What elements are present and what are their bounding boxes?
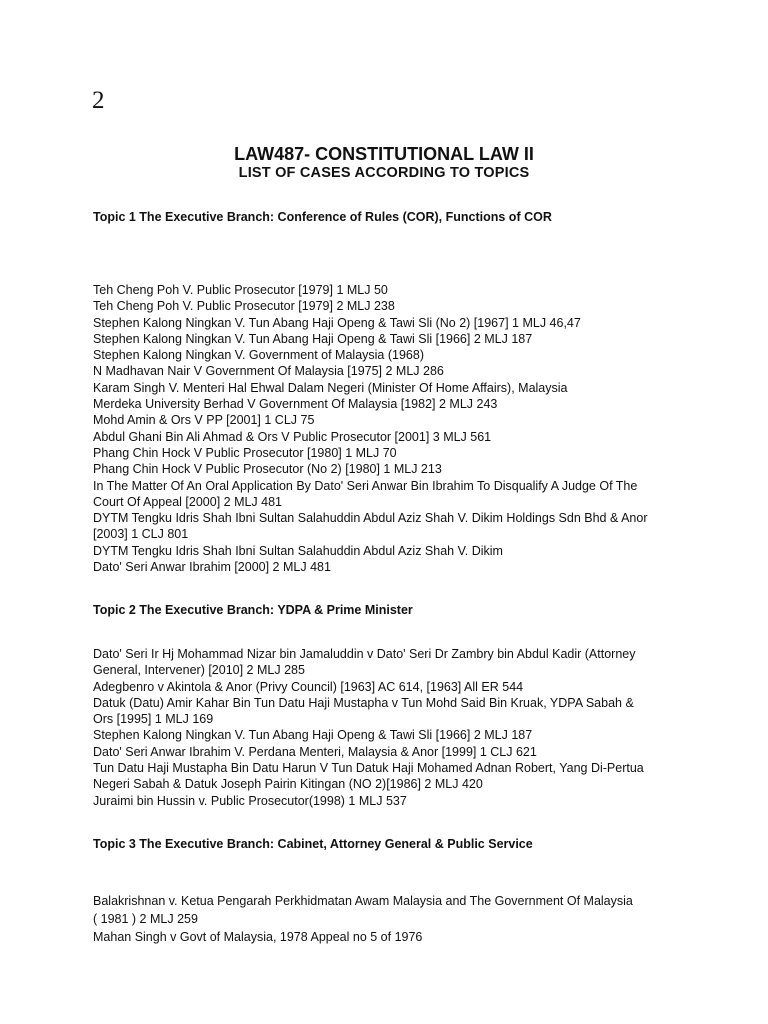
case-entry: [2003] 1 CLJ 801 — [93, 527, 189, 542]
case-list — [93, 646, 683, 809]
topic-heading: Topic 2 The Executive Branch: YDPA & Prime Minister — [93, 603, 413, 617]
case-entry: Stephen Kalong Ningkan V. Government of Malaysia (1968) — [93, 348, 424, 363]
case-entry: Karam Singh V. Menteri Hal Ehwal Dalam Negeri (Minister Of Home Affairs), Malaysia — [93, 380, 568, 395]
case-entry: General, Intervener) [2010] 2 MLJ 285 — [93, 663, 305, 678]
case-list — [93, 282, 683, 575]
case-entry: Datuk (Datu) Amir Kahar Bin Tun Datu Haji Mustapha v Tun Mohd Said Bin Kruak, YDPA Sabah & — [93, 695, 634, 710]
case-entry: DYTM Tengku Idris Shah Ibni Sultan Salahuddin Abdul Aziz Shah V. Dikim Holdings Sdn Bhd & Anor — [93, 511, 648, 526]
case-entry: Juraimi bin Hussin v. Public Prosecutor(1998) 1 MLJ 537 — [93, 793, 407, 808]
case-entry: Abdul Ghani Bin Ali Ahmad & Ors V Public Prosecutor [2001] 3 MLJ 561 — [93, 429, 492, 444]
page-number: 2 — [92, 87, 105, 114]
case-entry: Stephen Kalong Ningkan V. Tun Abang Haji Openg & Tawi Sli (No 2) [1967] 1 MLJ 46,47 — [93, 315, 581, 330]
case-entry: Court Of Appeal [2000] 2 MLJ 481 — [93, 494, 283, 509]
topic-heading: Topic 1 The Executive Branch: Conference of Rules (COR), Functions of COR — [93, 210, 552, 224]
case-entry: Phang Chin Hock V Public Prosecutor [1980] 1 MLJ 70 — [93, 445, 397, 460]
case-entry: Merdeka University Berhad V Government Of Malaysia [1982] 2 MLJ 243 — [93, 397, 498, 412]
case-list — [93, 892, 683, 946]
case-entry: Negeri Sabah & Datuk Joseph Pairin Kitingan (NO 2)[1986] 2 MLJ 420 — [93, 777, 483, 792]
case-entry: Dato' Seri Anwar Ibrahim [2000] 2 MLJ 481 — [93, 560, 331, 575]
case-entry: Dato' Seri Ir Hj Mohammad Nizar bin Jamaluddin v Dato' Seri Dr Zambry bin Abdul Kadir (Attorney — [93, 647, 636, 661]
case-entry: Mohd Amin & Ors V PP [2001] 1 CLJ 75 — [93, 413, 315, 428]
case-entry: Teh Cheng Poh V. Public Prosecutor [1979] 1 MLJ 50 — [93, 283, 388, 297]
topic-heading: Topic 3 The Executive Branch: Cabinet, Attorney General & Public Service — [93, 837, 533, 851]
case-entry: Ors [1995] 1 MLJ 169 — [93, 712, 214, 727]
case-entry: ( 1981 ) 2 MLJ 259 — [93, 912, 198, 926]
case-entry: Balakrishnan v. Ketua Pengarah Perkhidmatan Awam Malaysia and The Government Of Malaysia — [93, 894, 633, 908]
case-entry: Phang Chin Hock V Public Prosecutor (No 2) [1980] 1 MLJ 213 — [93, 462, 442, 477]
document-title: LAW487- CONSTITUTIONAL LAW II — [234, 144, 534, 164]
document-subtitle: LIST OF CASES ACCORDING TO TOPICS — [238, 165, 530, 181]
case-entry: Teh Cheng Poh V. Public Prosecutor [1979] 2 MLJ 238 — [93, 299, 395, 314]
case-entry: Mahan Singh v Govt of Malaysia, 1978 Appeal no 5 of 1976 — [93, 930, 423, 944]
case-entry: Tun Datu Haji Mustapha Bin Datu Harun V Tun Datuk Haji Mohamed Adnan Robert, Yang Di-Pertua — [93, 761, 644, 776]
case-entry: Dato' Seri Anwar Ibrahim V. Perdana Menteri, Malaysia & Anor [1999] 1 CLJ 621 — [93, 744, 537, 759]
case-entry: Stephen Kalong Ningkan V. Tun Abang Haji Openg & Tawi Sli [1966] 2 MLJ 187 — [93, 728, 533, 743]
case-entry: Stephen Kalong Ningkan V. Tun Abang Haji Openg & Tawi Sli [1966] 2 MLJ 187 — [93, 331, 533, 346]
case-entry: DYTM Tengku Idris Shah Ibni Sultan Salahuddin Abdul Aziz Shah V. Dikim — [93, 543, 503, 558]
case-entry: In The Matter Of An Oral Application By Dato' Seri Anwar Bin Ibrahim To Disqualify A Judge Of The — [93, 478, 638, 493]
case-entry: N Madhavan Nair V Government Of Malaysia [1975] 2 MLJ 286 — [93, 364, 444, 379]
case-entry: Adegbenro v Akintola & Anor (Privy Council) [1963] AC 614, [1963] All ER 544 — [93, 679, 524, 694]
